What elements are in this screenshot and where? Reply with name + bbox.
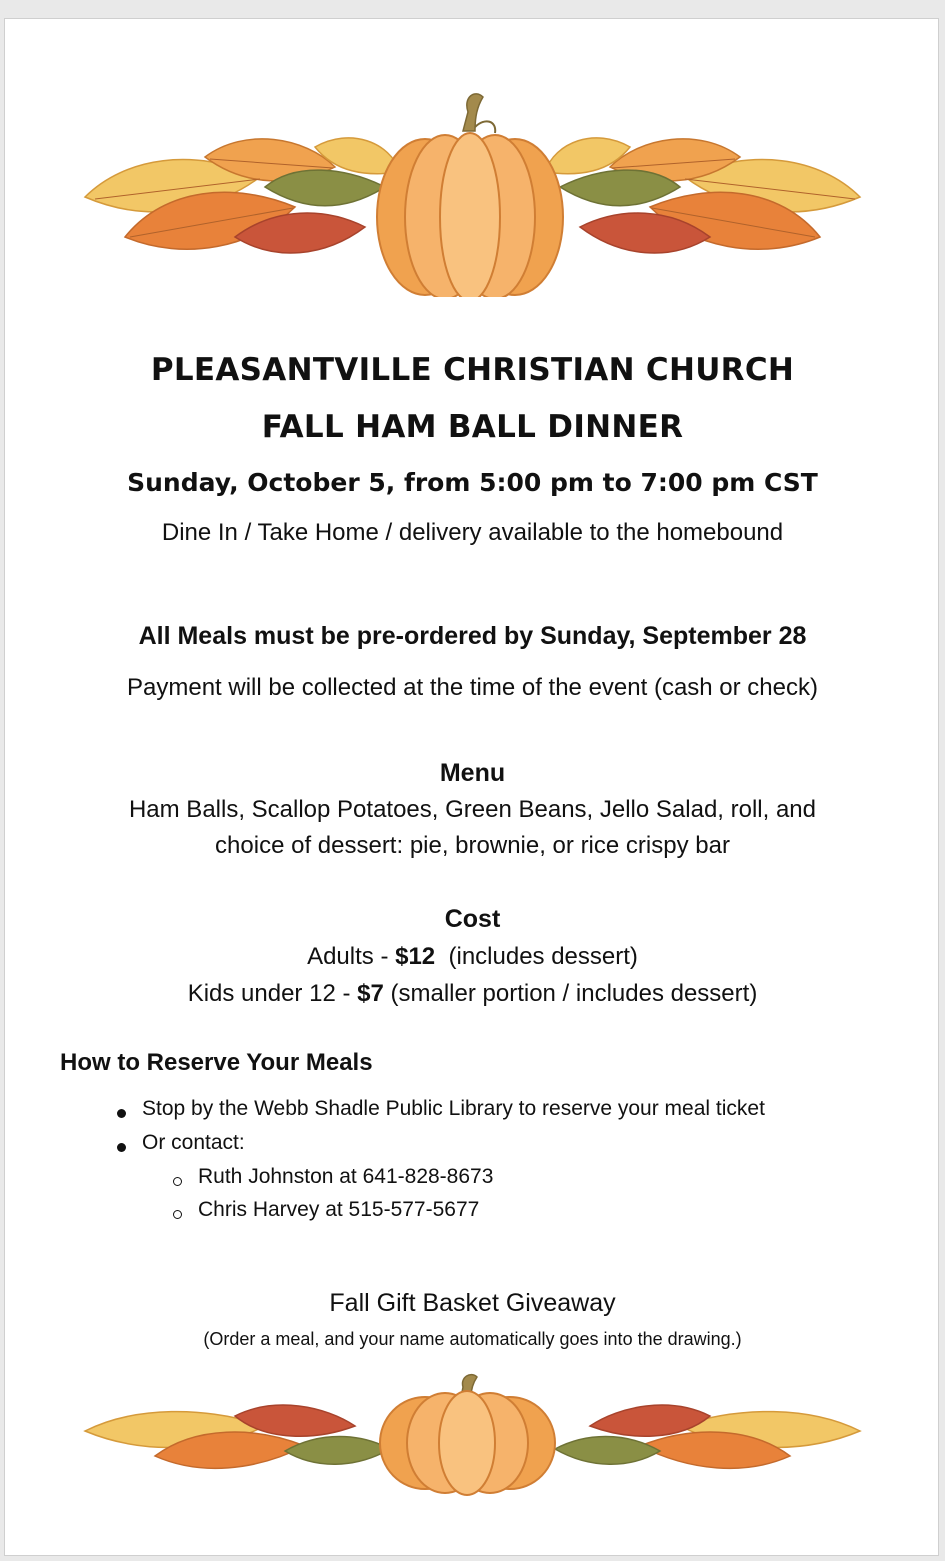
left-leaves <box>85 138 400 253</box>
giveaway-note: (Order a meal, and your name automatically goes into the drawing.) <box>203 1329 742 1349</box>
church-name: PLEASANTVILLE CHRISTIAN CHURCH <box>150 352 795 388</box>
payment-info: Payment will be collected at the time of the event (cash or check) <box>127 674 818 701</box>
menu-line-2: choice of dessert: pie, brownie, or rice crispy bar <box>215 832 730 859</box>
cost-adults <box>5 939 940 975</box>
menu-heading: Menu <box>439 759 506 787</box>
reserve-heading: How to Reserve Your Meals <box>60 1049 373 1076</box>
pumpkin-leaf-garland-top <box>5 87 940 297</box>
list-item: Stop by the Webb Shadle Public Library to reserve your meal ticket <box>142 1097 765 1120</box>
event-datetime: Sunday, October 5, from 5:00 pm to 7:00 pm CST <box>127 468 818 497</box>
contact-chris: Chris Harvey at 515-577-5677 <box>198 1198 480 1221</box>
menu-line-1: Ham Balls, Scallop Potatoes, Green Beans, Jello Salad, roll, and <box>128 796 817 823</box>
circle-bullet-icon <box>173 1177 182 1186</box>
circle-bullet-icon <box>173 1210 182 1219</box>
cost-kids <box>5 976 940 1012</box>
right-leaves <box>555 1405 860 1468</box>
preorder-deadline: All Meals must be pre-ordered by Sunday, September 28 <box>138 622 807 650</box>
kids-label: Kids under 12 - <box>187 980 358 1007</box>
giveaway-title: Fall Gift Basket Giveaway <box>329 1289 616 1317</box>
list-item: Or contact: <box>142 1131 245 1154</box>
kids-note: (smaller portion / includes dessert) <box>383 980 758 1007</box>
adults-label: Adults - <box>307 943 396 970</box>
adults-note: (includes dessert) <box>435 943 638 970</box>
flyer-page <box>4 18 939 1556</box>
pumpkin-leaf-garland-bottom <box>5 1371 940 1501</box>
kids-price: $7 <box>357 980 384 1007</box>
pumpkin-illustration <box>380 1375 555 1495</box>
pumpkin-illustration <box>377 94 563 297</box>
cost-heading: Cost <box>444 905 501 933</box>
adults-price: $12 <box>395 943 436 970</box>
left-leaves <box>85 1405 390 1468</box>
bullet-icon <box>117 1109 126 1118</box>
bullet-icon <box>117 1143 126 1152</box>
contact-ruth: Ruth Johnston at 641-828-8673 <box>198 1165 494 1188</box>
right-leaves <box>545 138 860 253</box>
service-options: Dine In / Take Home / delivery available to the homebound <box>161 519 784 546</box>
event-title: FALL HAM BALL DINNER <box>261 409 684 445</box>
